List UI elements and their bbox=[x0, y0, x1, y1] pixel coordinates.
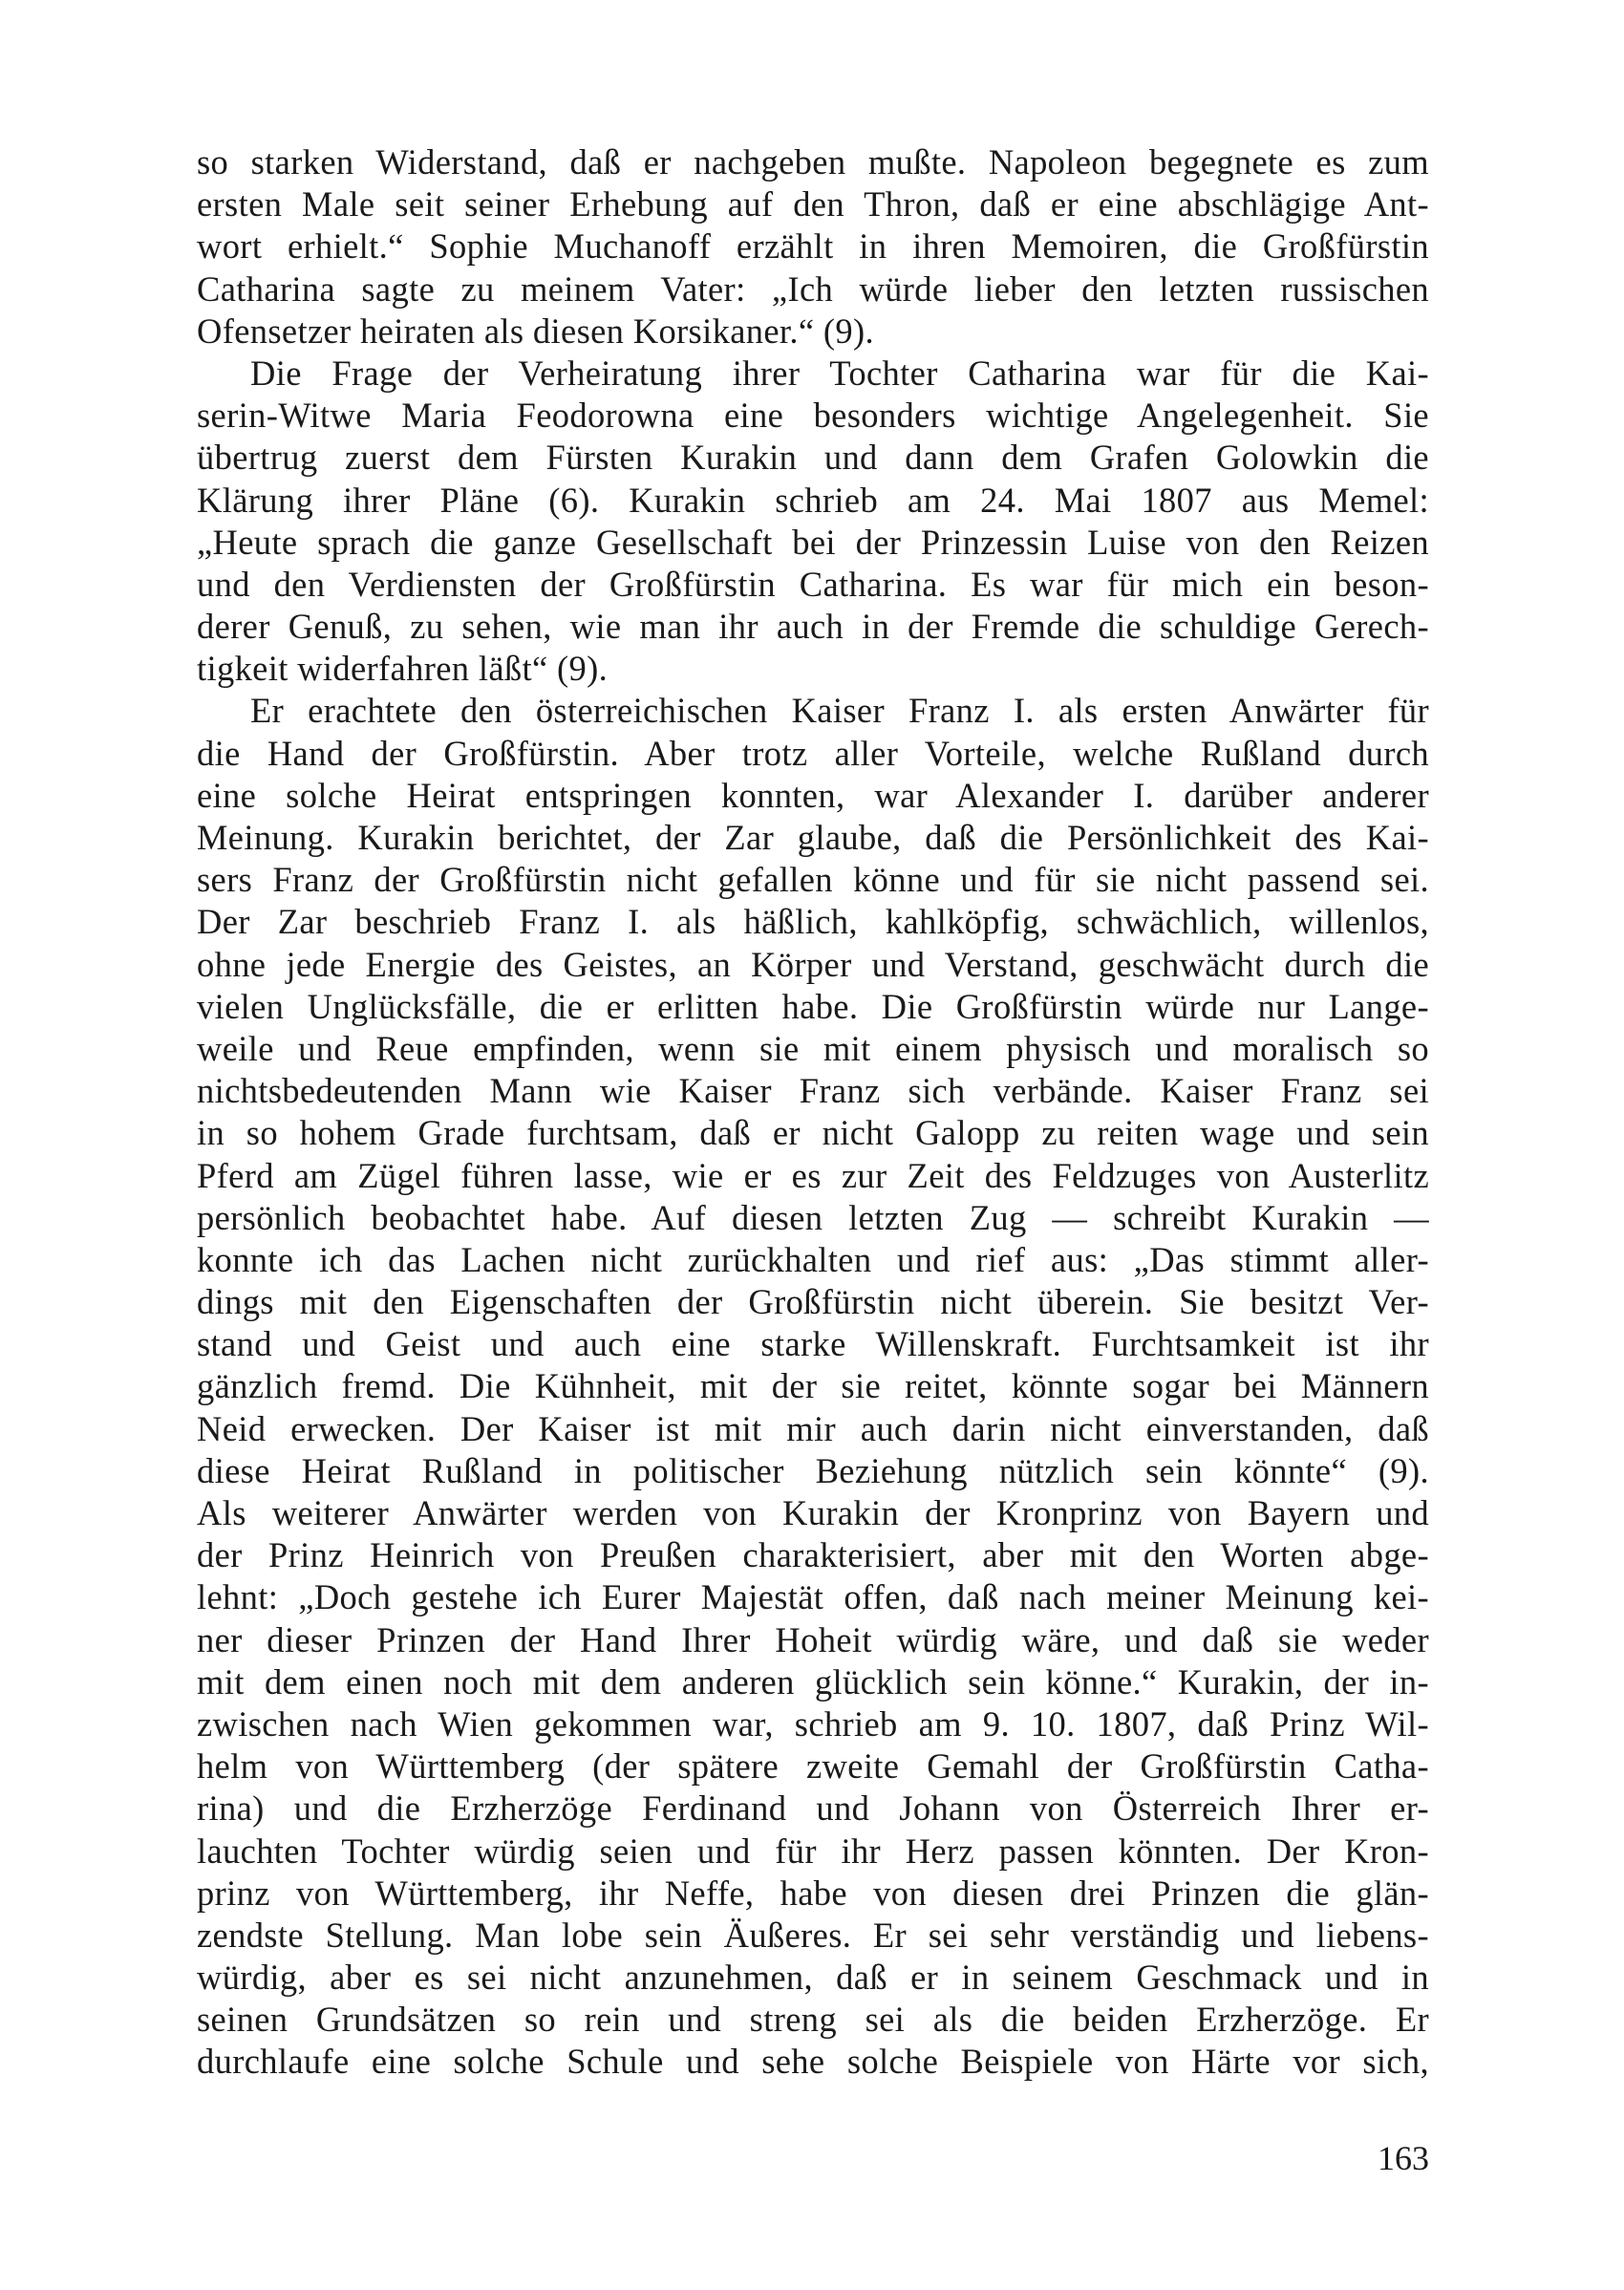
text-line: prinz von Württemberg, ihr Neffe, habe von diesen drei Prinzen die glän- bbox=[197, 1873, 1429, 1913]
text-line: Ofensetzer heiraten als diesen Korsikaner.“ (9). bbox=[197, 310, 874, 351]
text-line: mit dem einen noch mit dem anderen glücklich sein könne.“ Kurakin, der in- bbox=[197, 1661, 1429, 1701]
page-number: 163 bbox=[1378, 2139, 1429, 2177]
text-line: Catharina sagte zu meinem Vater: „Ich würde lieber den letzten russischen bbox=[197, 268, 1429, 309]
body-text bbox=[197, 141, 1429, 2084]
text-line: persönlich beobachtet habe. Auf diesen letzten Zug — schreibt Kurakin — bbox=[197, 1197, 1429, 1237]
text-line: der Prinz Heinrich von Preußen charakterisiert, aber mit den Worten abge- bbox=[197, 1535, 1429, 1575]
text-line: übertrug zuerst dem Fürsten Kurakin und dann dem Grafen Golowkin die bbox=[197, 438, 1429, 478]
text-line: helm von Württemberg (der spätere zweite Gemahl der Großfürstin Catha- bbox=[197, 1746, 1429, 1787]
text-line: Die Frage der Verheiratung ihrer Tochter Catharina war für die Kai- bbox=[250, 353, 1429, 393]
text-line: lauchten Tochter würdig seien und für ihr Herz passen könnten. Der Kron- bbox=[197, 1830, 1429, 1871]
text-line: weile und Reue empfinden, wenn sie mit einem physisch und moralisch so bbox=[197, 1028, 1429, 1068]
text-line: vielen Unglücksfälle, die er erlitten habe. Die Großfürstin würde nur Lange- bbox=[197, 986, 1429, 1026]
text-line: diese Heirat Rußland in politischer Beziehung nützlich sein könnte“ (9). bbox=[197, 1450, 1429, 1490]
text-line: serin-Witwe Maria Feodorowna eine besonders wichtige Angelegenheit. Sie bbox=[197, 396, 1429, 436]
text-line: und den Verdiensten der Großfürstin Catharina. Es war für mich ein beson- bbox=[197, 564, 1429, 604]
text-line: würdig, aber es sei nicht anzunehmen, daß er in seinem Geschmack und in bbox=[197, 1958, 1429, 1998]
text-line: wort erhielt.“ Sophie Muchanoff erzählt in ihren Memoiren, die Großfürstin bbox=[197, 226, 1429, 267]
text-line: Als weiterer Anwärter werden von Kurakin der Kronprinz von Bayern und bbox=[197, 1493, 1429, 1532]
text-line: seinen Grundsätzen so rein und streng sei als die beiden Erzherzöge. Er bbox=[197, 2000, 1429, 2040]
text-line: zendste Stellung. Man lobe sein Äußeres. Er sei sehr verständig und liebens- bbox=[197, 1915, 1429, 1955]
text-line: gänzlich fremd. Die Kühnheit, mit der sie reitet, könnte sogar bei Männern bbox=[197, 1366, 1429, 1406]
text-line: Er erachtete den österreichischen Kaiser Franz I. als ersten Anwärter für bbox=[250, 691, 1429, 731]
text-line: ner dieser Prinzen der Hand Ihrer Hoheit würdig wäre, und daß sie weder bbox=[197, 1619, 1429, 1659]
text-line: derer Genuß, zu sehen, wie man ihr auch in der Fremde die schuldige Gerech- bbox=[197, 607, 1429, 647]
text-line: „Heute sprach die ganze Gesellschaft bei der Prinzessin Luise von den Reizen bbox=[197, 522, 1429, 562]
text-line: dings mit den Eigenschaften der Großfürstin nicht überein. Sie besitzt Ver- bbox=[197, 1282, 1429, 1322]
text-line: in so hohem Grade furchtsam, daß er nicht Galopp zu reiten wage und sein bbox=[197, 1113, 1429, 1153]
text-line: zwischen nach Wien gekommen war, schrieb am 9. 10. 1807, daß Prinz Wil- bbox=[197, 1703, 1429, 1744]
text-line: konnte ich das Lachen nicht zurückhalten und rief aus: „Das stimmt aller- bbox=[197, 1239, 1429, 1279]
text-line: so starken Widerstand, daß er nachgeben mußte. Napoleon begegnete es zum bbox=[197, 142, 1429, 182]
text-line: Pferd am Zügel führen lasse, wie er es zur Zeit des Feldzuges von Austerlitz bbox=[197, 1155, 1429, 1195]
text-line: Der Zar beschrieb Franz I. als häßlich, kahlköpfig, schwächlich, willenlos, bbox=[197, 902, 1429, 942]
text-line: die Hand der Großfürstin. Aber trotz aller Vorteile, welche Rußland durch bbox=[197, 733, 1429, 773]
text-line: eine solche Heirat entspringen konnten, war Alexander I. darüber anderer bbox=[197, 775, 1429, 815]
text-line: lehnt: „Doch gestehe ich Eurer Majestät offen, daß nach meiner Meinung kei- bbox=[197, 1577, 1429, 1617]
text-line: Klärung ihrer Pläne (6). Kurakin schrieb am 24. Mai 1807 aus Memel: bbox=[197, 480, 1429, 520]
text-line: Neid erwecken. Der Kaiser ist mit mir auch darin nicht einverstanden, daß bbox=[197, 1408, 1429, 1448]
text-line: stand und Geist und auch eine starke Willenskraft. Furchtsamkeit ist ihr bbox=[197, 1324, 1429, 1364]
text-line: rina) und die Erzherzöge Ferdinand und Johann von Österreich Ihrer er- bbox=[197, 1788, 1429, 1829]
text-line: tigkeit widerfahren läßt“ (9). bbox=[197, 649, 609, 689]
text-line: sers Franz der Großfürstin nicht gefallen könne und für sie nicht passend sei. bbox=[197, 860, 1429, 900]
text-line: ohne jede Energie des Geistes, an Körper und Verstand, geschwächt durch die bbox=[197, 944, 1429, 984]
text-line: nichtsbedeutenden Mann wie Kaiser Franz sich verbände. Kaiser Franz sei bbox=[197, 1071, 1429, 1111]
text-line: ersten Male seit seiner Erhebung auf den Thron, daß er eine abschlägige Ant- bbox=[197, 184, 1429, 225]
text-line: Meinung. Kurakin berichtet, der Zar glaube, daß die Persönlichkeit des Kai- bbox=[197, 818, 1429, 857]
text-line: durchlaufe eine solche Schule und sehe solche Beispiele von Härte vor sich, bbox=[197, 2042, 1429, 2082]
